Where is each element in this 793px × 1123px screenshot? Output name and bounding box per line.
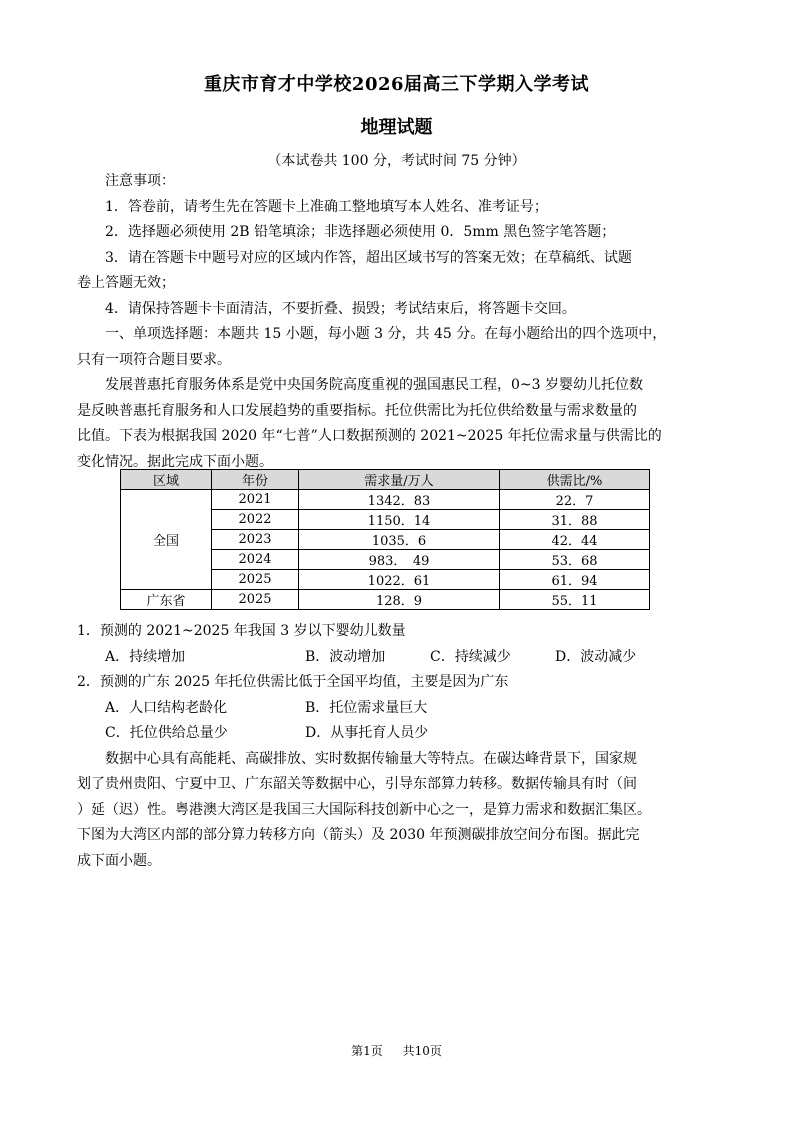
table-row [121,490,650,510]
note-item: 3．请在答题卡中题号对应的区域内作答，超出区域书写的答案无效；在草稿纸、试题 [105,249,632,266]
option-d: D．波动减少 [555,648,637,665]
passage-line: 是反映普惠托育服务和人口发展趋势的重要指标。托位供需比为托位供给数量与需求数量的 [77,402,637,419]
section-intro: 一、单项选择题：本题共 15 小题，每小题 3 分，共 45 分。在每小题给出的四个选项中， [105,326,667,342]
passage-line: 划了贵州贵阳、宁夏中卫、广东韶关等数据中心，引导东部算力转移。数据传输具有时（间 [77,776,637,792]
question-2-options-row2 [77,721,723,747]
ratio-cell: 55．11 [500,590,650,610]
notes-block [77,169,723,475]
passage-line: 比值。下表为根据我国 2020 年“七普”人口数据预测的 2021~2025 年托位需求量与供需比的 [77,428,662,444]
region-cell-national: 全国 [121,490,212,590]
passage-line: 变化情况。据此完成下面小题。 [77,453,273,470]
exam-info: （本试卷共 100 分，考试时间 75 分钟） [267,153,526,169]
year-cell: 2023 [212,530,299,550]
question-1-options [77,645,723,671]
ratio-cell: 22．7 [500,490,650,510]
option-c: C．持续减少 [430,648,511,665]
passage-line: 下图为大湾区内部的部分算力转移方向（箭头）及 2030 年预测碳排放空间分布图。据此完 [77,827,640,843]
ratio-cell: 53．68 [500,550,650,570]
demand-cell: 1022．61 [299,570,500,590]
page-footer [0,1042,793,1059]
table-header-row [121,470,650,490]
option-a: A．人口结构老龄化 [105,699,228,716]
region-cell-guangdong: 广东省 [121,590,212,610]
note-item: 4．请保持答题卡卡面清洁，不要折叠、损毁；考试结束后，将答题卡交回。 [105,300,576,317]
demand-cell: 1035．6 [299,530,500,550]
section-intro: 只有一项符合题目要求。 [77,351,231,368]
option-c: C．托位供给总量少 [105,725,228,741]
col-header-year: 年份 [212,470,299,490]
exam-title: 重庆市育才中学校2026届高三下学期入学考试 [203,74,590,95]
subject-title: 地理试题 [360,117,433,138]
option-b: B．波动增加 [305,648,386,665]
col-header-ratio: 供需比/% [500,470,650,490]
option-a: A．持续增加 [105,648,186,665]
demand-cell: 983． 49 [299,550,500,570]
passage-line: 发展普惠托育服务体系是党中央国务院高度重视的强国惠民工程，0~3 岁婴幼儿托位数 [105,377,643,393]
year-cell: 2021 [212,490,299,510]
question-2-options-row1 [77,696,723,722]
passage-line: 成下面小题。 [77,852,161,869]
ratio-cell: 61．94 [500,570,650,590]
passage-line: 数据中心具有高能耗、高碳排放、实时数据传输量大等特点。在碳达峰背景下，国家规 [105,750,637,767]
year-cell: 2025 [212,570,299,590]
questions-block [77,619,723,874]
year-cell: 2025 [212,590,299,610]
ratio-cell: 31．88 [500,510,650,530]
childcare-demand-table [120,469,650,610]
demand-cell: 128．9 [299,590,500,610]
year-cell: 2022 [212,510,299,530]
ratio-cell: 42．44 [500,530,650,550]
option-d: D．从事托育人员少 [305,725,429,741]
passage-line: ）延（迟）性。粤港澳大湾区是我国三大国际科技创新中心之一，是算力需求和数据汇集区。 [77,801,651,818]
demand-cell: 1150．14 [299,510,500,530]
demand-cell: 1342．83 [299,490,500,510]
page-number: 第1页 [351,1044,383,1058]
question-1-stem: 1．预测的 2021~2025 年我国 3 岁以下婴幼儿数量 [77,623,406,639]
col-header-region: 区域 [121,470,212,490]
notes-heading: 注意事项： [105,173,175,189]
table-row [121,590,650,610]
page-total: 共10页 [402,1044,442,1058]
question-2-stem: 2．预测的广东 2025 年托位供需比低于全国平均值，主要是因为广东 [77,674,509,690]
col-header-demand: 需求量/万人 [299,470,500,490]
note-item: 卷上答题无效； [77,275,175,291]
option-b: B．托位需求量巨大 [305,699,428,716]
note-item: 1．答卷前，请考生先在答题卡上准确工整地填写本人姓名、准考证号； [105,198,548,215]
year-cell: 2024 [212,550,299,570]
note-item: 2．选择题必须使用 2B 铅笔填涂；非选择题必须使用 0．5mm 黑色签字笔答题； [105,224,616,240]
